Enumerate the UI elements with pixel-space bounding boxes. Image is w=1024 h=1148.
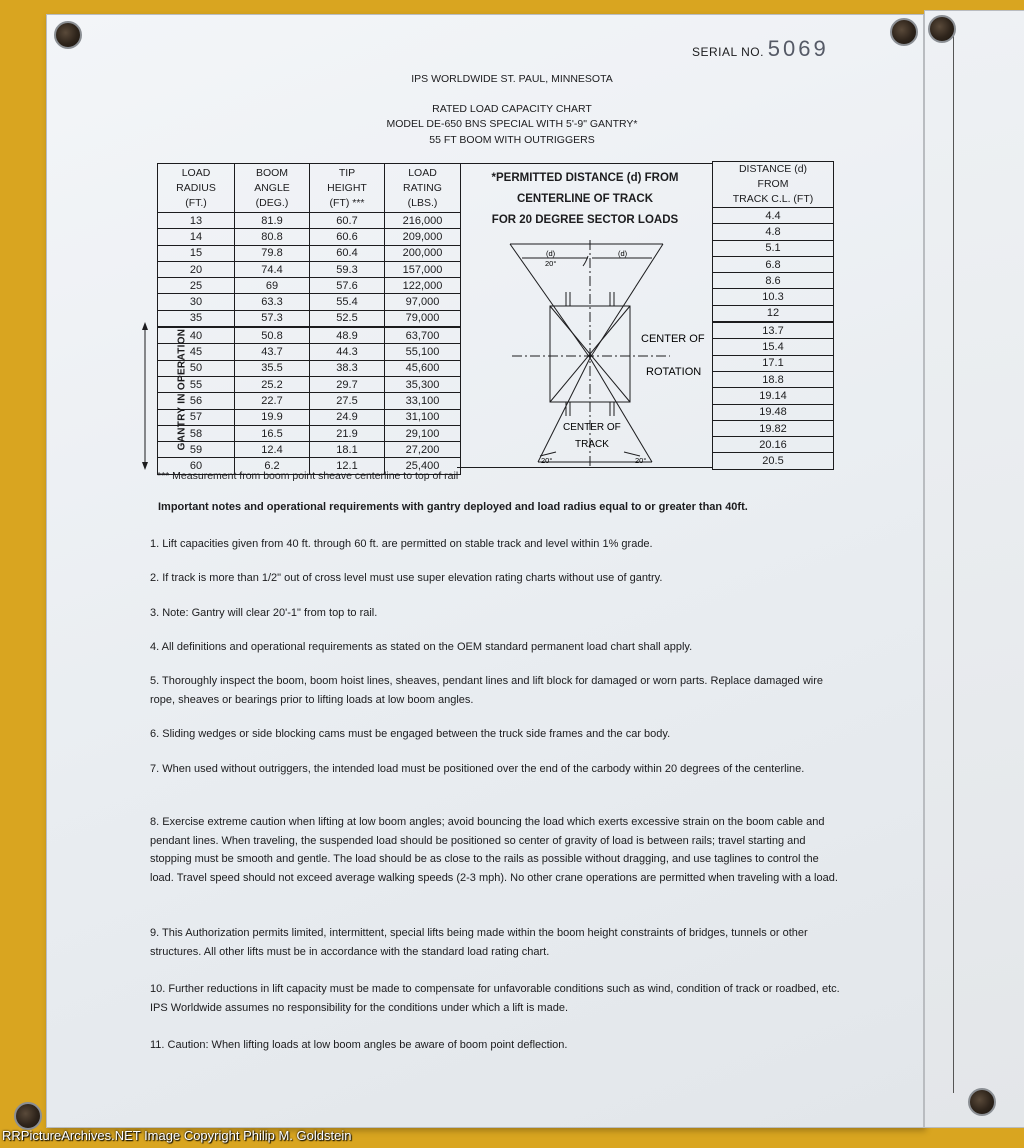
- table-cell: 216,000: [385, 213, 461, 229]
- table-cell: 15: [158, 245, 235, 261]
- table-cell: 50: [158, 360, 235, 376]
- distance-row: [713, 355, 834, 371]
- table-cell: 50.8: [235, 327, 310, 344]
- table-cell: 35: [158, 310, 235, 327]
- distance-cell: 19.48: [713, 404, 834, 420]
- table-cell: 13: [158, 213, 235, 229]
- table-cell: 52.5: [310, 310, 385, 327]
- diagram-title: *PERMITTED DISTANCE (d) FROM CENTERLINE OF TRACK FOR 20 DEGREE SECTOR LOADS: [491, 172, 679, 226]
- distance-row: [713, 437, 834, 453]
- distance-row: [713, 404, 834, 420]
- d-label-left: (d): [546, 249, 556, 258]
- table-cell: 40: [158, 327, 235, 344]
- table-cell: 21.9: [310, 425, 385, 441]
- note-4: 4. All definitions and operational requirements as stated on the OEM standard permanent load chart shall apply.: [150, 641, 693, 653]
- note-5: 5. Thoroughly inspect the boom, boom hoist lines, sheaves, pendant lines and lift block for damaged or worn parts. Replace damaged wire rope, sheaves or bearings prior to lifting loads at low boom angles.: [150, 675, 824, 706]
- table-cell: 60: [158, 458, 235, 474]
- table-cell: 56: [158, 393, 235, 409]
- table-cell: 55.4: [310, 294, 385, 310]
- table-cell: 12.4: [235, 442, 310, 458]
- table-cell: 79.8: [235, 245, 310, 261]
- table-cell: 60.6: [310, 229, 385, 245]
- chart-title: RATED LOAD CAPACITY CHART: [432, 103, 592, 115]
- table-cell: 18.1: [310, 442, 385, 458]
- table-cell: 25: [158, 278, 235, 294]
- table-cell: 200,000: [385, 245, 461, 261]
- table-cell: 157,000: [385, 261, 461, 277]
- angle-label-bottom-right: 20°: [635, 456, 647, 465]
- table-cell: 81.9: [235, 213, 310, 229]
- company-line: IPS WORLDWIDE ST. PAUL, MINNESOTA: [411, 73, 613, 85]
- table-cell: 60.4: [310, 245, 385, 261]
- footnote: *** Measurement from boom point sheave centerline to top of rail: [157, 470, 459, 482]
- distance-cell: 10.3: [713, 289, 834, 305]
- angle-label-bottom-left: 20°: [541, 456, 553, 465]
- table-cell: 35,300: [385, 376, 461, 392]
- table-cell: 27.5: [310, 393, 385, 409]
- col-tip-height: TIP HEIGHT (FT) ***: [310, 164, 385, 213]
- table-cell: 209,000: [385, 229, 461, 245]
- table-cell: 35.5: [235, 360, 310, 376]
- distance-cell: 13.7: [713, 322, 834, 339]
- table-cell: 38.3: [310, 360, 385, 376]
- distance-cell: 5.1: [713, 240, 834, 256]
- table-cell: 25.2: [235, 376, 310, 392]
- note-9: 9. This Authorization permits limited, intermittent, special lifts being made within the boom height constraints of bridges, tunnels or other structures. All other lifts must be in accordance with the standard load rating chart.: [150, 927, 808, 958]
- distance-cell: 8.6: [713, 273, 834, 289]
- note-11: 11. Caution: When lifting loads at low boom angles be aware of boom point deflection.: [150, 1039, 568, 1051]
- table-cell: 48.9: [310, 327, 385, 344]
- table-cell: 74.4: [235, 261, 310, 277]
- table-cell: 33,100: [385, 393, 461, 409]
- distance-cell: 12: [713, 305, 834, 322]
- image-credit: RRPictureArchives.NET Image Copyright Philip M. Goldstein: [2, 1128, 352, 1143]
- center-of-label: CENTER OF: [641, 333, 705, 345]
- table-cell: 57: [158, 409, 235, 425]
- note-7: 7. When used without outriggers, the intended load must be positioned over the end of the carbody within 20 degrees of the centerline.: [150, 763, 805, 775]
- distance-row: [713, 339, 834, 355]
- table-cell: 45: [158, 344, 235, 360]
- serial-value: 5069: [767, 36, 829, 61]
- note-1: 1. Lift capacities given from 40 ft. through 60 ft. are permitted on stable track and level within 1% grade.: [150, 538, 653, 550]
- distance-row: [713, 305, 834, 322]
- table-cell: 24.9: [310, 409, 385, 425]
- distance-row: [713, 273, 834, 289]
- table-cell: 30: [158, 294, 235, 310]
- table-cell: 43.7: [235, 344, 310, 360]
- distance-cell: 19.14: [713, 388, 834, 404]
- table-cell: 80.8: [235, 229, 310, 245]
- angle-label-top: 20°: [545, 259, 557, 268]
- distance-cell: 15.4: [713, 339, 834, 355]
- table-cell: 29,100: [385, 425, 461, 441]
- distance-cell: 19.82: [713, 420, 834, 436]
- note-6: 6. Sliding wedges or side blocking cams must be engaged between the truck side frames and the car body.: [150, 728, 671, 740]
- table-cell: 29.7: [310, 376, 385, 392]
- table-cell: 12.1: [310, 458, 385, 474]
- table-cell: 45,600: [385, 360, 461, 376]
- distance-row: [713, 256, 834, 272]
- table-cell: 55,100: [385, 344, 461, 360]
- table-cell: 6.2: [235, 458, 310, 474]
- table-cell: 58: [158, 425, 235, 441]
- distance-cell: 20.5: [713, 453, 834, 469]
- d-label-right: (d): [618, 249, 628, 258]
- distance-row: [713, 453, 834, 469]
- distance-cell: 17.1: [713, 355, 834, 371]
- distance-row: [713, 224, 834, 240]
- distance-cell: 18.8: [713, 371, 834, 387]
- col-boom-angle: BOOM ANGLE (DEG.): [235, 164, 310, 213]
- distance-row: [713, 240, 834, 256]
- distance-row: [713, 322, 834, 339]
- table-cell: 59: [158, 442, 235, 458]
- important-notes-heading: Important notes and operational requirements with gantry deployed and load radius equal to or greater than 40ft.: [158, 501, 748, 513]
- note-10: 10. Further reductions in lift capacity must be made to compensate for unfavorable conditions such as wind, condition of track or roadbed, etc. IPS Worldwide assumes no responsibility for the conditions under which a lift is made.: [150, 983, 840, 1014]
- distance-row: [713, 388, 834, 404]
- table-cell: 63.3: [235, 294, 310, 310]
- note-2: 2. If track is more than 1/2" out of cross level must use super elevation rating charts without use of gantry.: [150, 572, 663, 584]
- distance-row: [713, 289, 834, 305]
- table-cell: 14: [158, 229, 235, 245]
- distance-row: [713, 208, 834, 224]
- distance-table: [712, 161, 834, 470]
- table-cell: 55: [158, 376, 235, 392]
- col-load-radius: LOAD RADIUS (FT.): [158, 164, 235, 213]
- distance-row: [713, 371, 834, 387]
- distance-cell: 4.4: [713, 208, 834, 224]
- distance-cell: 6.8: [713, 256, 834, 272]
- table-cell: 20: [158, 261, 235, 277]
- boom-line: 55 FT BOOM WITH OUTRIGGERS: [429, 134, 595, 146]
- track-label: TRACK: [575, 439, 609, 450]
- distance-header: DISTANCE (d) FROM TRACK C.L. (FT): [713, 162, 834, 208]
- model-line: MODEL DE-650 BNS SPECIAL WITH 5'-9" GANTRY*: [386, 118, 638, 130]
- table-cell: 69: [235, 278, 310, 294]
- distance-row: [713, 420, 834, 436]
- table-cell: 19.9: [235, 409, 310, 425]
- table-cell: 60.7: [310, 213, 385, 229]
- table-cell: 31,100: [385, 409, 461, 425]
- table-cell: 63,700: [385, 327, 461, 344]
- table-cell: 25,400: [385, 458, 461, 474]
- table-cell: 57.3: [235, 310, 310, 327]
- col-load-rating: LOAD RATING (LBS.): [385, 164, 461, 213]
- rotation-label: ROTATION: [646, 366, 702, 378]
- note-8: 8. Exercise extreme caution when lifting at low boom angles; avoid bouncing the load which exerts excessive strain on the boom cable and pendant lines. When traveling, the suspended load should be positioned so center of gravity of load is between rails; travel starting and stopping must be smooth and gentle. The load should be as close to the rails as possible without dragging, and use taglines to control the load. Travel speed should not exceed average walking speeds (2-3 mph). No other crane operations are permitted when traveling with a load.: [150, 816, 838, 884]
- center-of-track-label: CENTER OF: [563, 422, 621, 433]
- distance-cell: 20.16: [713, 437, 834, 453]
- note-3: 3. Note: Gantry will clear 20'-1" from top to rail.: [150, 607, 378, 619]
- table-cell: 27,200: [385, 442, 461, 458]
- table-cell: 79,000: [385, 310, 461, 327]
- gantry-in-operation-label: GANTRY IN OPERATION: [176, 328, 188, 451]
- table-cell: 97,000: [385, 294, 461, 310]
- distance-cell: 4.8: [713, 224, 834, 240]
- serial-label: SERIAL NO.: [692, 45, 764, 59]
- table-cell: 57.6: [310, 278, 385, 294]
- table-cell: 44.3: [310, 344, 385, 360]
- table-cell: 22.7: [235, 393, 310, 409]
- table-cell: 59.3: [310, 261, 385, 277]
- table-cell: 122,000: [385, 278, 461, 294]
- table-cell: 16.5: [235, 425, 310, 441]
